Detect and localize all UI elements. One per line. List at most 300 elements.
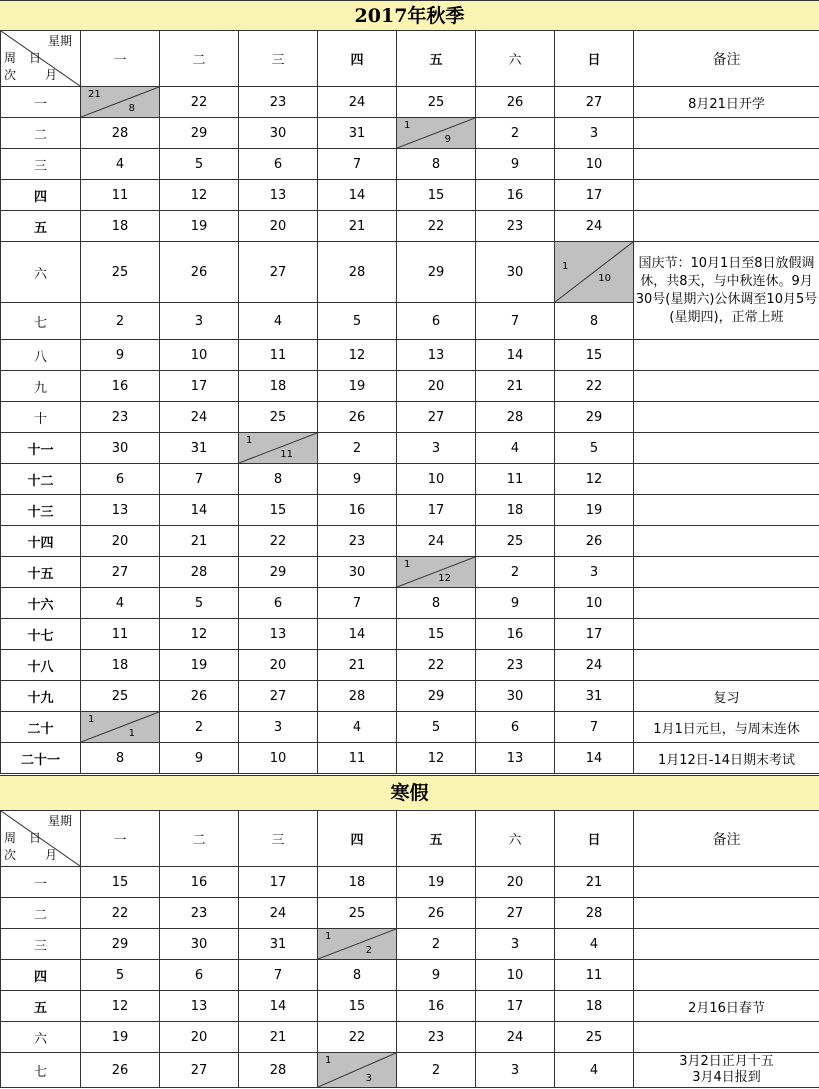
date-cell: 7 bbox=[555, 712, 634, 743]
date-cell: 10 bbox=[239, 743, 318, 774]
week-number-cell: 四 bbox=[1, 960, 81, 991]
corner-header-cell bbox=[1, 811, 81, 867]
date-cell: 18 bbox=[81, 211, 160, 242]
date-cell: 18 bbox=[318, 867, 397, 898]
date-cell: 29 bbox=[555, 402, 634, 433]
date-cell: 5 bbox=[160, 149, 239, 180]
table-row bbox=[1, 991, 819, 1022]
table-row bbox=[1, 495, 819, 526]
date-cell: 31 bbox=[555, 681, 634, 712]
week-number-cell: 二 bbox=[1, 898, 81, 929]
date-cell: 24 bbox=[555, 211, 634, 242]
week-number-cell: 十四 bbox=[1, 526, 81, 557]
date-cell: 27 bbox=[555, 87, 634, 118]
month-number-label: 8 bbox=[128, 103, 135, 114]
week-number-cell: 五 bbox=[1, 211, 81, 242]
date-cell: 10 bbox=[160, 340, 239, 371]
date-cell: 11 bbox=[81, 180, 160, 211]
date-cell: 16 bbox=[160, 867, 239, 898]
autumn-calendar-table bbox=[0, 30, 819, 774]
date-cell: 16 bbox=[318, 495, 397, 526]
date-cell: 15 bbox=[81, 867, 160, 898]
date-cell: 9 bbox=[318, 464, 397, 495]
table-row bbox=[1, 1053, 819, 1088]
prev-date-label: 1 bbox=[325, 931, 332, 942]
date-cell: 3 bbox=[555, 557, 634, 588]
table-row bbox=[1, 180, 819, 211]
month-number-label: 10 bbox=[598, 273, 611, 284]
table-row bbox=[1, 149, 819, 180]
remark-cell bbox=[634, 526, 819, 557]
table-row bbox=[1, 557, 819, 588]
date-cell: 2 bbox=[476, 557, 555, 588]
date-cell: 26 bbox=[160, 681, 239, 712]
prev-date-label: 1 bbox=[562, 261, 569, 272]
date-cell: 7 bbox=[239, 960, 318, 991]
week-number-cell: 三 bbox=[1, 929, 81, 960]
date-cell: 16 bbox=[476, 619, 555, 650]
table-row bbox=[1, 960, 819, 991]
date-cell: 27 bbox=[160, 1053, 239, 1088]
month-number-label: 11 bbox=[280, 449, 293, 460]
prev-date-label: 1 bbox=[88, 714, 95, 725]
date-cell: 29 bbox=[397, 242, 476, 303]
week-number-cell: 二十 bbox=[1, 712, 81, 743]
date-cell: 4 bbox=[555, 929, 634, 960]
date-cell: 13 bbox=[239, 619, 318, 650]
weekday-header-1: 一 bbox=[81, 811, 160, 867]
table-row bbox=[1, 712, 819, 743]
date-cell: 25 bbox=[555, 1022, 634, 1053]
date-cell: 21 bbox=[476, 371, 555, 402]
week-number-cell: 十 bbox=[1, 402, 81, 433]
corner-day-label: 日 bbox=[29, 831, 42, 845]
date-cell: 29 bbox=[397, 681, 476, 712]
week-number-cell: 二十一 bbox=[1, 743, 81, 774]
date-cell: 5 bbox=[160, 588, 239, 619]
corner-weekday-label: 星期 bbox=[47, 814, 72, 828]
date-cell: 24 bbox=[476, 1022, 555, 1053]
date-cell: 7 bbox=[318, 588, 397, 619]
date-cell: 27 bbox=[239, 242, 318, 303]
remark-cell bbox=[634, 211, 819, 242]
weekday-header-4: 四 bbox=[318, 811, 397, 867]
remark-cell bbox=[634, 1022, 819, 1053]
date-cell: 7 bbox=[318, 149, 397, 180]
date-cell: 2 bbox=[397, 929, 476, 960]
prev-date-label: 1 bbox=[246, 435, 253, 446]
date-cell: 9 bbox=[476, 588, 555, 619]
corner-week-label: 周 bbox=[4, 51, 17, 65]
date-cell: 30 bbox=[476, 242, 555, 303]
week-number-cell: 十七 bbox=[1, 619, 81, 650]
weekday-header-6: 六 bbox=[476, 31, 555, 87]
week-number-cell: 五 bbox=[1, 991, 81, 1022]
date-cell: 24 bbox=[239, 898, 318, 929]
date-cell: 25 bbox=[318, 898, 397, 929]
week-number-cell: 六 bbox=[1, 1022, 81, 1053]
date-cell: 24 bbox=[555, 650, 634, 681]
date-cell: 4 bbox=[81, 149, 160, 180]
date-cell: 17 bbox=[160, 371, 239, 402]
month-start-cell bbox=[81, 87, 160, 118]
week-number-cell: 十六 bbox=[1, 588, 81, 619]
table-row bbox=[1, 371, 819, 402]
month-start-cell bbox=[555, 242, 634, 303]
date-cell: 18 bbox=[81, 650, 160, 681]
date-cell: 12 bbox=[160, 180, 239, 211]
date-cell: 22 bbox=[318, 1022, 397, 1053]
date-cell: 24 bbox=[160, 402, 239, 433]
date-cell: 3 bbox=[397, 433, 476, 464]
weekday-header-2: 二 bbox=[160, 31, 239, 87]
date-cell: 30 bbox=[476, 681, 555, 712]
date-cell: 14 bbox=[160, 495, 239, 526]
date-cell: 20 bbox=[239, 650, 318, 681]
table-row bbox=[1, 402, 819, 433]
month-number-label: 9 bbox=[444, 134, 451, 145]
date-cell: 21 bbox=[160, 526, 239, 557]
date-cell: 10 bbox=[555, 588, 634, 619]
remark-cell: 3月2日正月十五 3月4日报到 bbox=[634, 1053, 819, 1088]
date-cell: 27 bbox=[476, 898, 555, 929]
date-cell: 18 bbox=[239, 371, 318, 402]
week-number-cell: 一 bbox=[1, 867, 81, 898]
remark-cell bbox=[634, 371, 819, 402]
table-row bbox=[1, 340, 819, 371]
date-cell: 19 bbox=[160, 211, 239, 242]
date-cell: 3 bbox=[476, 1053, 555, 1088]
date-cell: 5 bbox=[81, 960, 160, 991]
date-cell: 31 bbox=[160, 433, 239, 464]
date-cell: 4 bbox=[476, 433, 555, 464]
remark-header: 备注 bbox=[634, 811, 819, 867]
date-cell: 19 bbox=[160, 650, 239, 681]
remark-cell: 2月16日春节 bbox=[634, 991, 819, 1022]
date-cell: 23 bbox=[476, 211, 555, 242]
remark-cell bbox=[634, 650, 819, 681]
week-number-cell: 四 bbox=[1, 180, 81, 211]
month-start-cell bbox=[397, 118, 476, 149]
date-cell: 5 bbox=[397, 712, 476, 743]
date-cell: 22 bbox=[81, 898, 160, 929]
week-number-cell: 十一 bbox=[1, 433, 81, 464]
remark-header: 备注 bbox=[634, 31, 819, 87]
week-number-cell: 三 bbox=[1, 149, 81, 180]
date-cell: 26 bbox=[476, 87, 555, 118]
date-cell: 23 bbox=[318, 526, 397, 557]
weekday-header-6: 六 bbox=[476, 811, 555, 867]
week-number-cell: 六 bbox=[1, 242, 81, 303]
date-cell: 3 bbox=[160, 303, 239, 340]
week-number-cell: 九 bbox=[1, 371, 81, 402]
weekday-header-2: 二 bbox=[160, 811, 239, 867]
corner-header-cell bbox=[1, 31, 81, 87]
date-cell: 25 bbox=[239, 402, 318, 433]
table-row bbox=[1, 929, 819, 960]
prev-date-label: 1 bbox=[404, 120, 411, 131]
date-cell: 12 bbox=[160, 619, 239, 650]
date-cell: 4 bbox=[239, 303, 318, 340]
date-cell: 28 bbox=[318, 242, 397, 303]
date-cell: 15 bbox=[239, 495, 318, 526]
corner-day-label: 日 bbox=[29, 51, 42, 65]
corner-month-label: 月 bbox=[45, 68, 58, 82]
table-row bbox=[1, 1022, 819, 1053]
date-cell: 15 bbox=[318, 991, 397, 1022]
winter-title: 寒假 bbox=[0, 775, 819, 811]
date-cell: 19 bbox=[397, 867, 476, 898]
week-number-cell: 十五 bbox=[1, 557, 81, 588]
date-cell: 12 bbox=[81, 991, 160, 1022]
table-row bbox=[1, 526, 819, 557]
date-cell: 11 bbox=[239, 340, 318, 371]
date-cell: 22 bbox=[160, 87, 239, 118]
month-start-cell bbox=[318, 929, 397, 960]
date-cell: 14 bbox=[555, 743, 634, 774]
date-cell: 7 bbox=[476, 303, 555, 340]
table-row bbox=[1, 681, 819, 712]
week-number-cell: 一 bbox=[1, 87, 81, 118]
date-cell: 22 bbox=[555, 371, 634, 402]
date-cell: 30 bbox=[239, 118, 318, 149]
date-cell: 29 bbox=[81, 929, 160, 960]
corner-ci-label: 次 bbox=[4, 68, 17, 82]
date-cell: 28 bbox=[81, 118, 160, 149]
date-cell: 27 bbox=[81, 557, 160, 588]
remark-cell bbox=[634, 960, 819, 991]
date-cell: 28 bbox=[239, 1053, 318, 1088]
diagonal-divider bbox=[555, 242, 633, 302]
date-cell: 3 bbox=[476, 929, 555, 960]
date-cell: 3 bbox=[239, 712, 318, 743]
date-cell: 8 bbox=[318, 960, 397, 991]
date-cell: 21 bbox=[239, 1022, 318, 1053]
table-row bbox=[1, 118, 819, 149]
corner-week-label: 周 bbox=[4, 831, 17, 845]
remark-cell bbox=[634, 464, 819, 495]
date-cell: 9 bbox=[81, 340, 160, 371]
date-cell: 13 bbox=[476, 743, 555, 774]
week-number-cell: 二 bbox=[1, 118, 81, 149]
table-row bbox=[1, 743, 819, 774]
month-number-label: 12 bbox=[438, 573, 451, 584]
remark-cell bbox=[634, 588, 819, 619]
date-cell: 22 bbox=[397, 650, 476, 681]
date-cell: 28 bbox=[318, 681, 397, 712]
date-cell: 10 bbox=[555, 149, 634, 180]
table-row bbox=[1, 242, 819, 303]
date-cell: 27 bbox=[397, 402, 476, 433]
month-start-cell bbox=[239, 433, 318, 464]
date-cell: 4 bbox=[81, 588, 160, 619]
date-cell: 14 bbox=[239, 991, 318, 1022]
weekday-header-5: 五 bbox=[397, 811, 476, 867]
date-cell: 8 bbox=[397, 588, 476, 619]
table-row bbox=[1, 87, 819, 118]
date-cell: 6 bbox=[81, 464, 160, 495]
date-cell: 23 bbox=[81, 402, 160, 433]
autumn-header-row bbox=[1, 31, 819, 87]
remark-cell: 复习 bbox=[634, 681, 819, 712]
month-number-label: 3 bbox=[365, 1073, 372, 1084]
date-cell: 21 bbox=[555, 867, 634, 898]
date-cell: 8 bbox=[81, 743, 160, 774]
date-cell: 20 bbox=[476, 867, 555, 898]
weekday-header-3: 三 bbox=[239, 31, 318, 87]
date-cell: 2 bbox=[397, 1053, 476, 1088]
remark-cell: 8月21日开学 bbox=[634, 87, 819, 118]
month-number-label: 1 bbox=[128, 728, 135, 739]
date-cell: 20 bbox=[81, 526, 160, 557]
table-row bbox=[1, 898, 819, 929]
date-cell: 8 bbox=[239, 464, 318, 495]
remark-cell bbox=[634, 402, 819, 433]
date-cell: 25 bbox=[81, 681, 160, 712]
remark-cell bbox=[634, 619, 819, 650]
date-cell: 2 bbox=[476, 118, 555, 149]
date-cell: 26 bbox=[318, 402, 397, 433]
prev-date-label: 1 bbox=[404, 559, 411, 570]
week-number-cell: 八 bbox=[1, 340, 81, 371]
date-cell: 25 bbox=[476, 526, 555, 557]
date-cell: 18 bbox=[476, 495, 555, 526]
date-cell: 27 bbox=[239, 681, 318, 712]
date-cell: 2 bbox=[160, 712, 239, 743]
week-number-cell: 十八 bbox=[1, 650, 81, 681]
date-cell: 17 bbox=[397, 495, 476, 526]
remark-cell bbox=[634, 433, 819, 464]
date-cell: 15 bbox=[555, 340, 634, 371]
corner-month-label: 月 bbox=[45, 848, 58, 862]
remark-cell bbox=[634, 118, 819, 149]
remark-cell bbox=[634, 867, 819, 898]
winter-calendar-table bbox=[0, 810, 819, 1088]
date-cell: 6 bbox=[239, 588, 318, 619]
date-cell: 20 bbox=[397, 371, 476, 402]
date-cell: 31 bbox=[318, 118, 397, 149]
date-cell: 5 bbox=[318, 303, 397, 340]
week-number-cell: 七 bbox=[1, 1053, 81, 1088]
date-cell: 26 bbox=[555, 526, 634, 557]
winter-header-row bbox=[1, 811, 819, 867]
weekday-header-7: 日 bbox=[555, 811, 634, 867]
date-cell: 31 bbox=[239, 929, 318, 960]
date-cell: 10 bbox=[397, 464, 476, 495]
date-cell: 14 bbox=[476, 340, 555, 371]
date-cell: 23 bbox=[160, 898, 239, 929]
date-cell: 24 bbox=[397, 526, 476, 557]
date-cell: 15 bbox=[397, 619, 476, 650]
date-cell: 29 bbox=[160, 118, 239, 149]
date-cell: 26 bbox=[397, 898, 476, 929]
date-cell: 7 bbox=[160, 464, 239, 495]
weekday-header-7: 日 bbox=[555, 31, 634, 87]
remark-cell bbox=[634, 557, 819, 588]
date-cell: 12 bbox=[318, 340, 397, 371]
date-cell: 4 bbox=[318, 712, 397, 743]
remark-cell bbox=[634, 149, 819, 180]
corner-ci-label: 次 bbox=[4, 848, 17, 862]
date-cell: 26 bbox=[81, 1053, 160, 1088]
table-row bbox=[1, 464, 819, 495]
date-cell: 8 bbox=[555, 303, 634, 340]
remark-cell bbox=[634, 340, 819, 371]
week-number-cell: 十二 bbox=[1, 464, 81, 495]
date-cell: 28 bbox=[160, 557, 239, 588]
weekday-header-3: 三 bbox=[239, 811, 318, 867]
date-cell: 19 bbox=[555, 495, 634, 526]
table-row bbox=[1, 588, 819, 619]
date-cell: 9 bbox=[476, 149, 555, 180]
date-cell: 23 bbox=[476, 650, 555, 681]
month-start-cell bbox=[397, 557, 476, 588]
date-cell: 13 bbox=[397, 340, 476, 371]
date-cell: 17 bbox=[555, 619, 634, 650]
remark-cell bbox=[634, 495, 819, 526]
date-cell: 30 bbox=[318, 557, 397, 588]
date-cell: 30 bbox=[81, 433, 160, 464]
table-row bbox=[1, 433, 819, 464]
date-cell: 2 bbox=[318, 433, 397, 464]
date-cell: 2 bbox=[81, 303, 160, 340]
table-row bbox=[1, 650, 819, 681]
date-cell: 16 bbox=[397, 991, 476, 1022]
corner-weekday-label: 星期 bbox=[47, 34, 72, 48]
month-start-cell bbox=[81, 712, 160, 743]
date-cell: 5 bbox=[555, 433, 634, 464]
date-cell: 19 bbox=[81, 1022, 160, 1053]
prev-date-label: 21 bbox=[88, 89, 101, 100]
date-cell: 14 bbox=[318, 180, 397, 211]
date-cell: 21 bbox=[318, 650, 397, 681]
date-cell: 22 bbox=[239, 526, 318, 557]
date-cell: 6 bbox=[476, 712, 555, 743]
date-cell: 29 bbox=[239, 557, 318, 588]
date-cell: 17 bbox=[476, 991, 555, 1022]
week-number-cell: 十三 bbox=[1, 495, 81, 526]
date-cell: 17 bbox=[555, 180, 634, 211]
weekday-header-5: 五 bbox=[397, 31, 476, 87]
date-cell: 6 bbox=[160, 960, 239, 991]
month-number-label: 2 bbox=[365, 945, 372, 956]
month-start-cell bbox=[318, 1053, 397, 1088]
date-cell: 11 bbox=[318, 743, 397, 774]
date-cell: 21 bbox=[318, 211, 397, 242]
date-cell: 10 bbox=[476, 960, 555, 991]
date-cell: 22 bbox=[397, 211, 476, 242]
date-cell: 25 bbox=[81, 242, 160, 303]
date-cell: 23 bbox=[397, 1022, 476, 1053]
date-cell: 25 bbox=[397, 87, 476, 118]
date-cell: 28 bbox=[555, 898, 634, 929]
date-cell: 30 bbox=[160, 929, 239, 960]
date-cell: 12 bbox=[397, 743, 476, 774]
date-cell: 19 bbox=[318, 371, 397, 402]
date-cell: 17 bbox=[239, 867, 318, 898]
date-cell: 15 bbox=[397, 180, 476, 211]
date-cell: 9 bbox=[397, 960, 476, 991]
remark-cell bbox=[634, 898, 819, 929]
date-cell: 12 bbox=[555, 464, 634, 495]
weekday-header-4: 四 bbox=[318, 31, 397, 87]
date-cell: 26 bbox=[160, 242, 239, 303]
date-cell: 28 bbox=[476, 402, 555, 433]
autumn-title: 2017年秋季 bbox=[0, 0, 819, 31]
date-cell: 11 bbox=[476, 464, 555, 495]
remark-cell bbox=[634, 929, 819, 960]
date-cell: 14 bbox=[318, 619, 397, 650]
